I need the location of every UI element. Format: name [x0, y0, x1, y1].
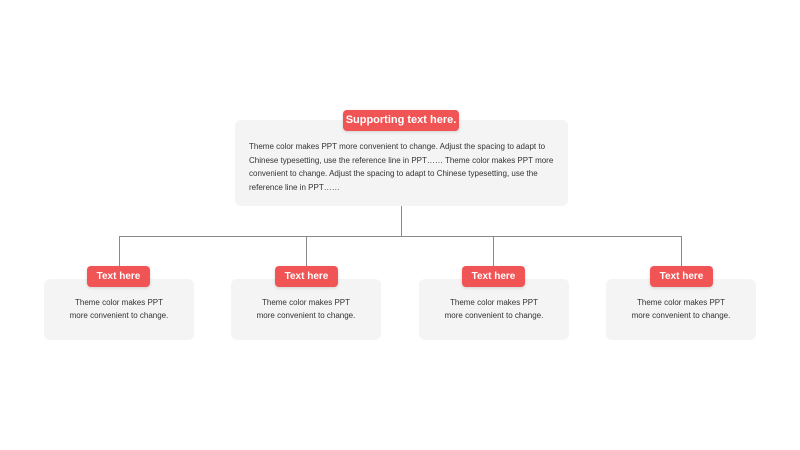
child-node-text-line: more convenient to change. [631, 310, 731, 320]
child-node-text-line: Theme color makes PPT [449, 298, 539, 307]
child-node-tag: Text here [650, 266, 713, 287]
connector-branch-4 [681, 236, 682, 267]
child-node-box [606, 279, 756, 340]
child-node-text-line: more convenient to change. [256, 310, 356, 320]
connector-horizontal [119, 236, 682, 237]
child-node-text [231, 297, 381, 322]
child-node-tag: Text here [462, 266, 525, 287]
main-node-text: Theme color makes PPT more convenient to change. Adjust the spacing to adapt to Chinese typesetting, use the reference line in PPT…… Theme color makes PPT more convenient to change. Adjust the spacing to adapt to Chinese typesetting, use the reference line in PPT…… [249, 142, 554, 192]
connector-branch-3 [493, 236, 494, 267]
child-node-text [44, 297, 194, 322]
connector-trunk [401, 206, 402, 237]
child-node-box [419, 279, 569, 340]
child-node-text [606, 297, 756, 322]
connector-branch-1 [119, 236, 120, 267]
child-node-tag: Text here [87, 266, 150, 287]
main-node-tag: Supporting text here. [343, 110, 459, 131]
child-node-text-line: Theme color makes PPT [261, 298, 351, 307]
child-node-text [419, 297, 569, 322]
main-node-box [235, 120, 568, 206]
child-node-box [44, 279, 194, 340]
child-node-text-line: Theme color makes PPT [636, 298, 726, 307]
child-node-text-line: Theme color makes PPT [74, 298, 164, 307]
connector-branch-2 [306, 236, 307, 267]
child-node-text-line: more convenient to change. [69, 310, 169, 320]
child-node-box [231, 279, 381, 340]
child-node-text-line: more convenient to change. [444, 310, 544, 320]
child-node-tag: Text here [275, 266, 338, 287]
